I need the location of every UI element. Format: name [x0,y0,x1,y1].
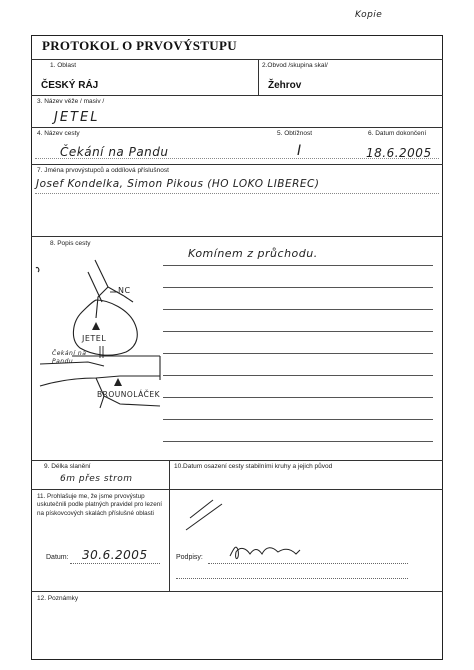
vez-value: JETEL [54,110,100,125]
prohlaseni-label: 11. Prohlašuje me, že jsme prvovýstup uskutečnili podle platných pravidel pro lezení na pískovcových skalách příslušné oblasti [37,493,162,517]
sketch-nc-label: NC [118,286,131,295]
osazeni-label: 10.Datum osazení cesty stabilními kruhy a jejich původ [174,463,333,470]
obvod-label: 2.Obvod /skupina skal/ [262,62,328,69]
obvod-value: Žehrov [268,80,302,91]
vez-label: 3. Název věže / masiv / [37,98,105,105]
form-title: PROTOKOL O PRVOVÝSTUPU [42,38,237,53]
corner-note: Kopie [355,10,383,20]
datum-dokonceni-value: 18.6.2005 [366,146,432,160]
cesta-value: Čekání na Pandu [60,145,169,159]
datum-label: Datum: [46,554,69,561]
sketch-route-label: Čekání na Pandu [52,350,87,365]
popis-value: Komínem z průchodu. [188,247,318,260]
oblast-label: 1. Oblast [50,62,77,69]
strike-line-osazeni [190,500,213,518]
jmena-label: 7. Jména prvovýstupců a oddílová příslušnost [37,167,169,174]
signature [230,547,300,558]
poznamky-label: 12. Poznámky [37,595,79,602]
oblast-value: ČESKÝ RÁJ [41,80,99,91]
datum-dokonceni-label: 6. Datum dokončení [368,130,427,137]
popis-label: 8. Popis cesty [50,240,91,247]
sketch-neighbor-label: BROUNOLÁČEK [97,390,161,399]
obtiznost-label: 5. Obtížnost [277,130,313,137]
delka-value: 6m přes strom [60,474,133,484]
datum-value: 30.6.2005 [82,548,148,562]
cesta-label: 4. Název cesty [37,130,80,137]
sketch-jetel-label: JETEL [82,334,107,343]
podpisy-label: Podpisy: [176,554,203,561]
jmena-value: Josef Kondelka, Simon Pikous (HO LOKO LIBEREC) [36,178,320,190]
obtiznost-value: I [297,143,302,159]
delka-label: 9. Délka slanění [44,463,91,470]
